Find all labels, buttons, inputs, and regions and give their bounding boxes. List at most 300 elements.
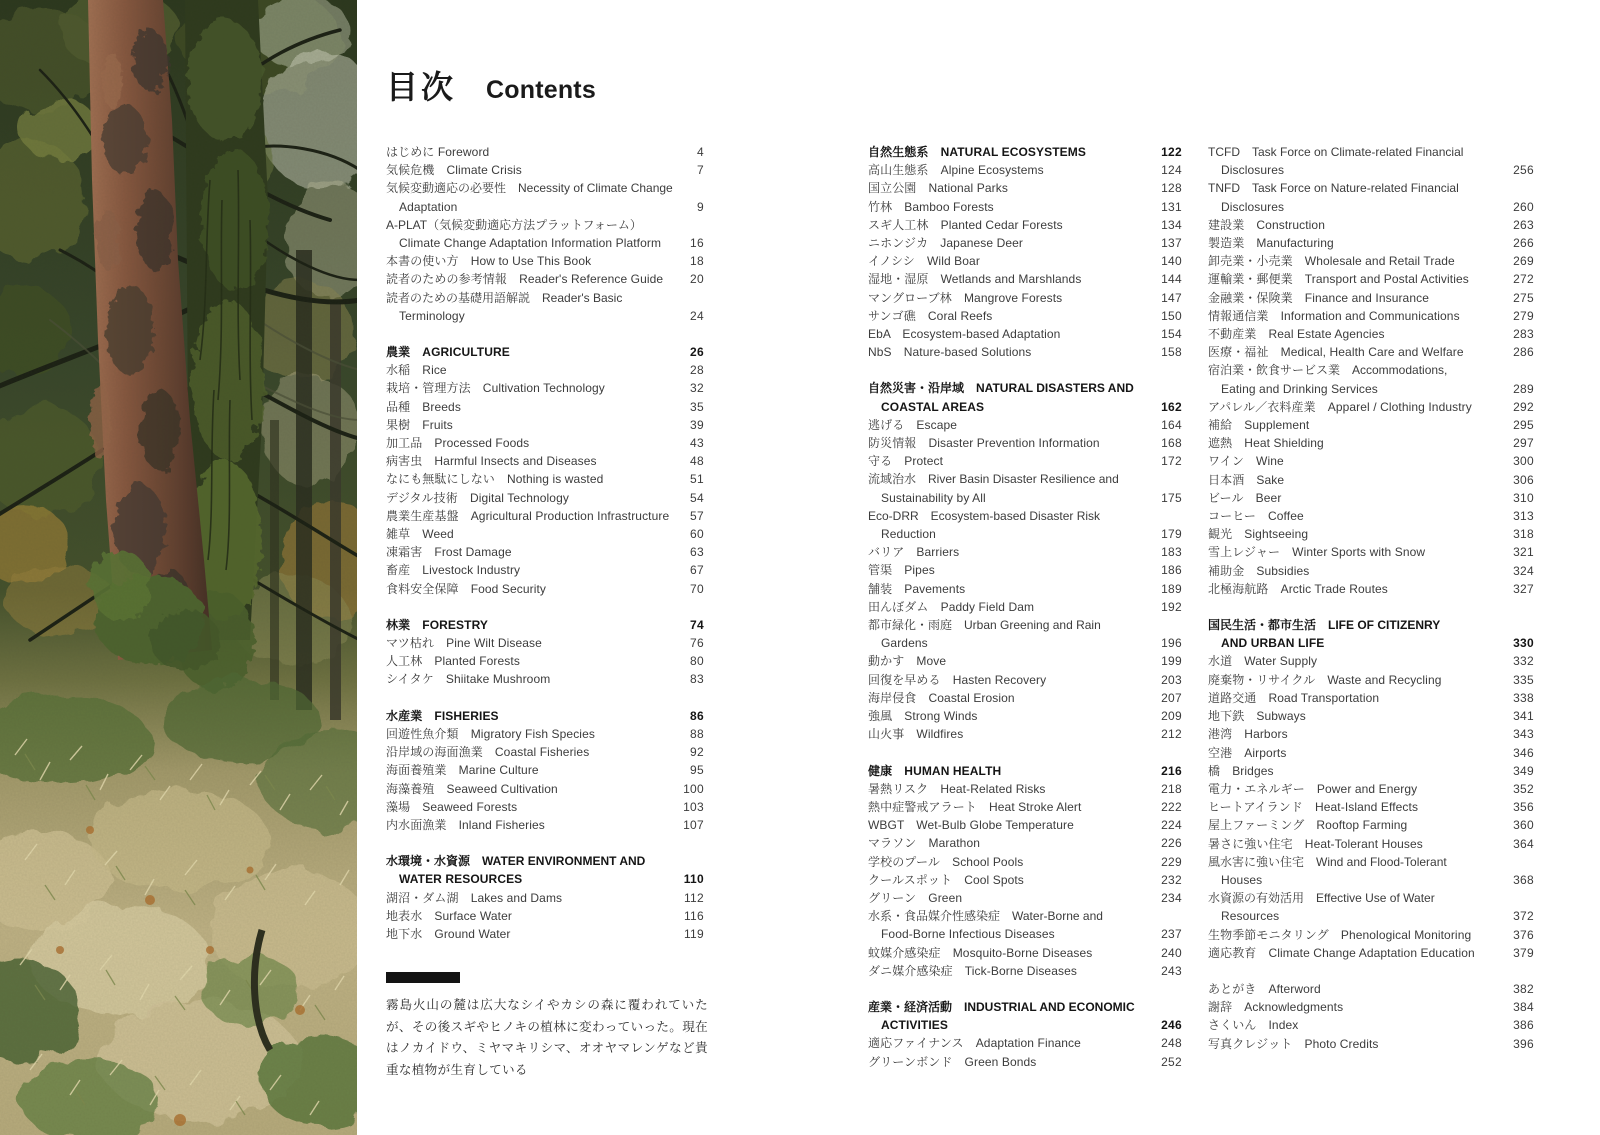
toc-entry — [1208, 1035, 1534, 1053]
entry-label: 舗装 Pavements — [868, 581, 966, 596]
entry-page: 192 — [1161, 599, 1182, 614]
entry-label: 田んぼダム Paddy Field Dam — [868, 599, 1035, 614]
entry-page: 43 — [690, 436, 704, 451]
entry-label: NbS Nature-based Solutions — [868, 345, 1032, 360]
entry-line-2 — [1208, 907, 1534, 925]
toc-entry — [868, 1034, 1182, 1052]
entry-label: 食料安全保障 Food Security — [386, 581, 547, 596]
entry-page: 20 — [690, 272, 704, 287]
entry-page: 212 — [1161, 727, 1182, 742]
entry-label: 金融業・保険業 Finance and Insurance — [1208, 290, 1429, 305]
entry-label: 畜産 Livestock Industry — [386, 563, 521, 578]
toc-entry — [868, 871, 1182, 889]
entry-page: 57 — [690, 508, 704, 523]
toc-entry — [1208, 835, 1534, 853]
entry-page: 272 — [1513, 272, 1534, 287]
entry-page: 346 — [1513, 745, 1534, 760]
entry-page: 28 — [690, 363, 704, 378]
toc-entry — [386, 161, 704, 179]
entry-label: 電力・エネルギー Power and Energy — [1208, 781, 1418, 796]
entry-page: 360 — [1513, 818, 1534, 833]
toc-section — [386, 343, 704, 598]
entry-page: 116 — [683, 908, 704, 923]
toc-entry — [1208, 143, 1534, 179]
entry-label: 補給 Supplement — [1208, 418, 1310, 433]
entry-page: 24 — [690, 308, 704, 323]
entry-page: 382 — [1513, 981, 1534, 996]
entry-label: 藻場 Seaweed Forests — [386, 799, 518, 814]
entry-label: 暑さに強い住宅 Heat-Tolerant Houses — [1208, 836, 1423, 851]
entry-page: 83 — [690, 672, 704, 687]
entry-line-2 — [1208, 198, 1534, 216]
entry-label: EbA Ecosystem-based Adaptation — [868, 327, 1061, 342]
toc-entry — [1208, 652, 1534, 670]
toc-entry — [1208, 980, 1534, 998]
toc-entry — [1208, 689, 1534, 707]
entry-label: 国立公園 National Parks — [868, 181, 1008, 196]
entry-page: 26 — [690, 345, 704, 360]
entry-page: 300 — [1513, 454, 1534, 469]
entry-page: 297 — [1513, 436, 1534, 451]
toc-entry — [386, 652, 704, 670]
entry-label: 竹林 Bamboo Forests — [868, 199, 994, 214]
entry-label: 海面養殖業 Marine Culture — [386, 763, 539, 778]
entry-page: 234 — [1161, 890, 1182, 905]
toc-entry — [386, 743, 704, 761]
entry-label: 橋 Bridges — [1208, 763, 1274, 778]
entry-line-1: 気候変動適応の必要性 Necessity of Climate Change — [386, 181, 673, 196]
entry-label: 凍霜害 Frost Damage — [386, 545, 512, 560]
entry-label: 日本酒 Sake — [1208, 472, 1285, 487]
entry-line-1: 読者のための基礎用語解説 Reader's Basic — [386, 290, 623, 305]
entry-label: Terminology — [399, 308, 465, 323]
toc-entry — [868, 889, 1182, 907]
entry-page: 372 — [1513, 909, 1534, 924]
toc-entry — [1208, 307, 1534, 325]
entry-label: 港湾 Harbors — [1208, 727, 1288, 742]
entry-page: 107 — [683, 817, 704, 832]
entry-line-2 — [386, 234, 704, 252]
entry-page: 140 — [1161, 254, 1182, 269]
toc-entry — [868, 598, 1182, 616]
toc-entry — [868, 307, 1182, 325]
entry-page: 343 — [1513, 727, 1534, 742]
entry-page: 232 — [1161, 872, 1182, 887]
toc-entry — [1208, 471, 1534, 489]
toc-entry — [386, 470, 704, 488]
entry-page: 39 — [690, 417, 704, 432]
toc-entry — [1208, 434, 1534, 452]
entry-page: 263 — [1513, 217, 1534, 232]
entry-line-1: 水系・食品媒介性感染症 Water-Borne and — [868, 909, 1103, 924]
entry-page: 310 — [1513, 490, 1534, 505]
entry-page: 275 — [1513, 290, 1534, 305]
entry-line-2 — [868, 489, 1182, 507]
toc-entry — [386, 434, 704, 452]
entry-label: 湖沼・ダム湖 Lakes and Dams — [386, 890, 563, 905]
toc-entry — [386, 580, 704, 598]
toc-entry — [868, 325, 1182, 343]
entry-label: ニホンジカ Japanese Deer — [868, 236, 1023, 251]
entry-label: 観光 Sightseeing — [1208, 527, 1309, 542]
entry-page: 226 — [1161, 836, 1182, 851]
toc-entry — [386, 780, 704, 798]
entry-page: 248 — [1161, 1036, 1182, 1051]
entry-label: マングローブ林 Mangrove Forests — [868, 290, 1063, 305]
toc-section-header — [386, 852, 704, 888]
entry-page: 100 — [683, 781, 704, 796]
entry-label: 加工品 Processed Foods — [386, 436, 530, 451]
entry-label: ワイン Wine — [1208, 454, 1284, 469]
entry-line-1: 自然災害・沿岸域 NATURAL DISASTERS AND — [868, 381, 1134, 396]
toc-entry — [386, 289, 704, 325]
entry-label: バリア Barriers — [868, 545, 960, 560]
toc-section-header — [868, 143, 1182, 161]
entry-page: 67 — [690, 563, 704, 578]
entry-page: 349 — [1513, 763, 1534, 778]
entry-page: 119 — [683, 926, 704, 941]
entry-label: 動かす Move — [868, 654, 947, 669]
entry-label: Sustainability by All — [881, 490, 986, 505]
entry-line-1: A-PLAT（気候変動適応方法プラットフォーム） — [386, 217, 642, 232]
toc-entry — [868, 452, 1182, 470]
entry-label: 地下鉄 Subways — [1208, 709, 1306, 724]
toc-entry — [868, 470, 1182, 506]
toc-entry — [868, 198, 1182, 216]
entry-line-2 — [1208, 871, 1534, 889]
toc-entry — [1208, 252, 1534, 270]
toc-entry — [386, 489, 704, 507]
entry-line-1: 国民生活・都市生活 LIFE OF CITIZENRY — [1208, 618, 1441, 633]
entry-page: 246 — [1161, 1018, 1182, 1033]
toc-section — [386, 143, 704, 325]
entry-page: 324 — [1513, 563, 1534, 578]
toc-section-header — [868, 379, 1182, 415]
toc-section — [386, 707, 704, 834]
entry-page: 341 — [1513, 709, 1534, 724]
entry-page: 269 — [1513, 254, 1534, 269]
entry-label: 農業 AGRICULTURE — [386, 345, 510, 360]
toc-entry — [386, 507, 704, 525]
toc-entry — [868, 780, 1182, 798]
entry-page: 110 — [683, 872, 704, 887]
toc-entry — [1208, 507, 1534, 525]
entry-page: 279 — [1513, 308, 1534, 323]
toc-entry — [386, 252, 704, 270]
toc-entry — [868, 853, 1182, 871]
entry-page: 54 — [690, 490, 704, 505]
toc-entry — [1208, 289, 1534, 307]
entry-page: 189 — [1161, 581, 1182, 596]
entry-label: 卸売業・小売業 Wholesale and Retail Trade — [1208, 254, 1455, 269]
entry-label: 空港 Airports — [1208, 745, 1287, 760]
toc-entry — [868, 798, 1182, 816]
entry-label: 強風 Strong Winds — [868, 709, 978, 724]
toc-section — [1208, 616, 1534, 962]
entry-page: 147 — [1161, 290, 1182, 305]
toc-entry — [1208, 525, 1534, 543]
page-title — [386, 62, 596, 108]
entry-label: 適応教育 Climate Change Adaptation Education — [1208, 945, 1475, 960]
entry-page: 199 — [1161, 654, 1182, 669]
entry-page: 237 — [1161, 927, 1182, 942]
entry-label: マラソン Marathon — [868, 836, 980, 851]
toc-entry — [1208, 889, 1534, 925]
toc-section-header — [386, 707, 704, 725]
toc-entry — [386, 816, 704, 834]
entry-page: 207 — [1161, 690, 1182, 705]
entry-label: WATER RESOURCES — [399, 872, 523, 887]
toc-entry — [868, 343, 1182, 361]
entry-line-2 — [1208, 634, 1534, 652]
entry-label: 健康 HUMAN HEALTH — [868, 763, 1002, 778]
toc-entry — [868, 616, 1182, 652]
entry-label: 雪上レジャー Winter Sports with Snow — [1208, 545, 1426, 560]
toc-entry — [868, 707, 1182, 725]
entry-label: 沿岸域の海面漁業 Coastal Fisheries — [386, 745, 590, 760]
entry-page: 131 — [1161, 199, 1182, 214]
toc-section — [386, 616, 704, 689]
page-title-jp: 目次 — [386, 69, 457, 105]
entry-label: AND URBAN LIFE — [1221, 636, 1325, 651]
toc-entry — [1208, 562, 1534, 580]
entry-page: 70 — [690, 581, 704, 596]
entry-label: 果樹 Fruits — [386, 417, 453, 432]
entry-page: 260 — [1513, 199, 1534, 214]
entry-page: 103 — [683, 799, 704, 814]
entry-label: 品種 Breeds — [386, 399, 461, 414]
entry-page: 112 — [683, 890, 704, 905]
entry-label: 道路交通 Road Transportation — [1208, 690, 1380, 705]
entry-page: 16 — [690, 236, 704, 251]
entry-label: 写真クレジット Photo Credits — [1208, 1036, 1379, 1051]
entry-label: 病害虫 Harmful Insects and Diseases — [386, 454, 597, 469]
entry-page: 306 — [1513, 472, 1534, 487]
entry-page: 203 — [1161, 672, 1182, 687]
entry-page: 256 — [1513, 163, 1534, 178]
entry-label: 管渠 Pipes — [868, 563, 935, 578]
entry-label: 謝辞 Acknowledgments — [1208, 1000, 1344, 1015]
toc-entry — [868, 234, 1182, 252]
entry-page: 229 — [1161, 854, 1182, 869]
entry-page: 196 — [1161, 636, 1182, 651]
entry-page: 32 — [690, 381, 704, 396]
entry-page: 88 — [690, 726, 704, 741]
entry-page: 240 — [1161, 945, 1182, 960]
toc-entry — [868, 1053, 1182, 1071]
toc-entry — [868, 434, 1182, 452]
entry-page: 295 — [1513, 418, 1534, 433]
entry-label: Adaptation — [399, 199, 458, 214]
toc-entry — [868, 252, 1182, 270]
toc-entry — [1208, 1016, 1534, 1034]
entry-label: COASTAL AREAS — [881, 399, 985, 414]
entry-page: 48 — [690, 454, 704, 469]
toc-entry — [868, 671, 1182, 689]
entry-label: 北極海航路 Arctic Trade Routes — [1208, 581, 1388, 596]
entry-label: マツ枯れ Pine Wilt Disease — [386, 636, 542, 651]
entry-label: 医療・福祉 Medical, Health Care and Welfare — [1208, 345, 1464, 360]
toc-entry — [386, 270, 704, 288]
entry-label: クールスポット Cool Spots — [868, 872, 1024, 887]
toc-section — [386, 852, 704, 943]
entry-line-1: 風水害に強い住宅 Wind and Flood-Tolerant — [1208, 854, 1447, 869]
toc-entry — [1208, 489, 1534, 507]
entry-label: 運輸業・郵便業 Transport and Postal Activities — [1208, 272, 1469, 287]
entry-page: 292 — [1513, 399, 1534, 414]
entry-label: 山火事 Wildfires — [868, 727, 964, 742]
entry-page: 51 — [690, 472, 704, 487]
toc-entry — [386, 561, 704, 579]
entry-page: 224 — [1161, 818, 1182, 833]
toc-entry — [1208, 343, 1534, 361]
entry-line-1: 流域治水 River Basin Disaster Resilience and — [868, 472, 1119, 487]
entry-page: 332 — [1513, 654, 1534, 669]
entry-page: 286 — [1513, 345, 1534, 360]
toc-entry — [1208, 762, 1534, 780]
entry-label: コーヒー Coffee — [1208, 509, 1304, 524]
entry-label: ダニ媒介感染症 Tick-Borne Diseases — [868, 963, 1077, 978]
toc-entry — [386, 143, 704, 161]
entry-label: 屋上ファーミング Rooftop Farming — [1208, 818, 1408, 833]
entry-label: 読者のための参考情報 Reader's Reference Guide — [386, 272, 664, 287]
entry-label: 地下水 Ground Water — [386, 926, 511, 941]
entry-page: 74 — [690, 617, 704, 632]
entry-label: 生物季節モニタリング Phenological Monitoring — [1208, 927, 1472, 942]
entry-label: 農業生産基盤 Agricultural Production Infrastructure — [386, 508, 670, 523]
entry-label: さくいん Index — [1208, 1018, 1299, 1033]
entry-label: 補助金 Subsidies — [1208, 563, 1310, 578]
toc-entry — [1208, 944, 1534, 962]
entry-page: 168 — [1161, 436, 1182, 451]
toc-section — [868, 379, 1182, 743]
toc-entry — [386, 398, 704, 416]
photo-caption — [386, 972, 708, 1082]
entry-page: 368 — [1513, 872, 1534, 887]
entry-page: 137 — [1161, 236, 1182, 251]
entry-page: 158 — [1161, 345, 1182, 360]
toc-entry — [868, 161, 1182, 179]
caption-marker-bar — [386, 972, 460, 983]
entry-page: 18 — [690, 254, 704, 269]
entry-label: 水稲 Rice — [386, 363, 447, 378]
entry-page: 386 — [1513, 1018, 1534, 1033]
entry-label: 情報通信業 Information and Communications — [1208, 308, 1460, 323]
entry-label: 蚊媒介感染症 Mosquito-Borne Diseases — [868, 945, 1093, 960]
entry-label: ヒートアイランド Heat-Island Effects — [1208, 800, 1419, 815]
entry-page: 327 — [1513, 581, 1534, 596]
entry-page: 396 — [1513, 1036, 1534, 1051]
entry-label: あとがき Afterword — [1208, 981, 1321, 996]
toc-entry — [868, 816, 1182, 834]
entry-label: シイタケ Shiitake Mushroom — [386, 672, 551, 687]
entry-page: 162 — [1161, 399, 1182, 414]
entry-page: 384 — [1513, 1000, 1534, 1015]
entry-page: 186 — [1161, 563, 1182, 578]
entry-label: 暑熱リスク Heat-Related Risks — [868, 781, 1046, 796]
toc-entry — [1208, 671, 1534, 689]
entry-line-1: 都市緑化・雨庭 Urban Greening and Rain — [868, 618, 1101, 633]
toc-entry — [386, 725, 704, 743]
toc-entry — [386, 361, 704, 379]
entry-line-1: TNFD Task Force on Nature-related Financial — [1208, 181, 1459, 196]
entry-page: 86 — [690, 708, 704, 723]
entry-label: はじめに Foreword — [386, 145, 490, 159]
entry-label: 内水面漁業 Inland Fisheries — [386, 817, 545, 832]
toc-entry — [386, 543, 704, 561]
toc-section-header — [386, 343, 704, 361]
entry-label: 湿地・湿原 Wetlands and Marshlands — [868, 272, 1082, 287]
entry-page: 9 — [697, 199, 704, 214]
entry-label: 栽培・管理方法 Cultivation Technology — [386, 381, 605, 396]
entry-label: 回遊性魚介類 Migratory Fish Species — [386, 726, 595, 741]
toc-entry — [1208, 926, 1534, 944]
entry-label: ACTIVITIES — [881, 1018, 949, 1033]
entry-page: 356 — [1513, 800, 1534, 815]
toc-section — [1208, 143, 1534, 598]
toc-entry — [868, 907, 1182, 943]
toc-section — [1208, 980, 1534, 1053]
toc-section — [868, 143, 1182, 361]
entry-label: 建設業 Construction — [1208, 217, 1325, 232]
entry-label: Climate Change Adaptation Information Platform — [399, 236, 662, 251]
entry-label: Eating and Drinking Services — [1221, 381, 1378, 396]
entry-label: 人工林 Planted Forests — [386, 654, 520, 669]
entry-page: 95 — [690, 763, 704, 778]
toc-section-header — [386, 616, 704, 634]
entry-line-2 — [868, 525, 1182, 543]
toc-entry — [868, 580, 1182, 598]
toc-entry — [868, 289, 1182, 307]
toc-entry — [1208, 744, 1534, 762]
entry-line-1: Eco-DRR Ecosystem-based Disaster Risk — [868, 508, 1101, 523]
entry-page: 172 — [1161, 454, 1182, 469]
forest-photo-illustration — [0, 0, 357, 1135]
entry-page: 338 — [1513, 690, 1534, 705]
toc-entry — [386, 907, 704, 925]
forest-photo — [0, 0, 357, 1135]
entry-page: 364 — [1513, 836, 1534, 851]
entry-line-2 — [1208, 161, 1534, 179]
toc-entry — [1208, 270, 1534, 288]
entry-line-2 — [386, 198, 704, 216]
toc-entry — [386, 525, 704, 543]
entry-label: サンゴ礁 Coral Reefs — [868, 308, 993, 323]
toc-section — [868, 762, 1182, 980]
entry-label: 学校のプール School Pools — [868, 854, 1024, 869]
entry-label: 製造業 Manufacturing — [1208, 236, 1334, 251]
entry-label: 海藻養殖 Seaweed Cultivation — [386, 781, 558, 796]
entry-page: 164 — [1161, 417, 1182, 432]
toc-entry — [868, 561, 1182, 579]
entry-page: 175 — [1161, 490, 1182, 505]
toc-column-3 — [1208, 143, 1534, 1071]
toc-entry — [868, 216, 1182, 234]
toc-entry — [1208, 361, 1534, 397]
toc-entry — [1208, 998, 1534, 1016]
entry-label: 防災情報 Disaster Prevention Information — [868, 436, 1100, 451]
entry-label: 水道 Water Supply — [1208, 654, 1318, 669]
toc-entry — [386, 889, 704, 907]
entry-page: 124 — [1161, 163, 1182, 178]
entry-label: Resources — [1221, 909, 1280, 924]
entry-page: 80 — [690, 654, 704, 669]
entry-label: 逃げる Escape — [868, 417, 958, 432]
toc-entry — [1208, 234, 1534, 252]
toc-entry — [1208, 398, 1534, 416]
toc-entry — [1208, 780, 1534, 798]
toc-entry — [386, 179, 704, 215]
